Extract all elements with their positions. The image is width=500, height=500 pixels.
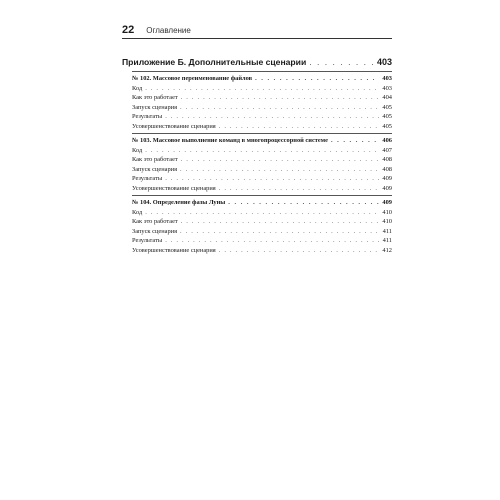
toc-subentry — [122, 227, 392, 237]
subentry-page: 403 — [382, 84, 392, 92]
subentry-title: Усовершенствование сценария — [132, 184, 216, 192]
page-header — [122, 24, 392, 38]
chapter-page: 409 — [382, 199, 392, 206]
toc-chapter-entry — [122, 197, 392, 208]
dot-leader — [180, 227, 380, 237]
toc-subentry — [122, 103, 392, 113]
dot-leader — [181, 217, 380, 227]
dot-leader — [228, 198, 379, 208]
toc-subentry — [122, 112, 392, 122]
subentry-page: 412 — [382, 246, 392, 254]
subentry-title: Код — [132, 208, 143, 216]
toc-subentry — [122, 208, 392, 218]
subentry-page: 405 — [382, 122, 392, 130]
toc-appendix-entry — [122, 56, 392, 68]
dot-leader — [180, 165, 379, 175]
chapter-title: № 102. Массовое переименование файлов — [132, 75, 253, 82]
dot-leader — [219, 184, 380, 194]
subentry-page: 411 — [382, 237, 392, 244]
subentry-title: Результаты — [132, 237, 163, 244]
subentry-title: Как это работает — [132, 156, 178, 163]
section-rule — [132, 195, 392, 196]
toc-chapter-entry — [122, 135, 392, 146]
subentry-page: 404 — [382, 94, 392, 101]
running-title: Оглавление — [146, 26, 191, 35]
dot-leader — [309, 56, 374, 68]
subentry-title: Усовершенствование сценария — [132, 246, 216, 254]
dot-leader — [331, 136, 379, 146]
dot-leader — [255, 74, 379, 84]
chapter-page: 406 — [382, 137, 392, 144]
dot-leader — [181, 93, 380, 103]
toc-chapter-entry — [122, 73, 392, 84]
subentry-page: 409 — [382, 184, 392, 192]
dot-leader — [165, 112, 379, 122]
toc-subentry — [122, 236, 392, 246]
chapter-title: № 103. Массовое выполнение команд в многопроцессорной системе — [132, 137, 328, 144]
section-rule — [132, 133, 392, 134]
toc-subentry — [122, 174, 392, 184]
toc-subentry — [122, 217, 392, 227]
table-of-contents — [122, 56, 392, 255]
dot-leader — [165, 174, 379, 184]
dot-leader — [145, 84, 379, 94]
subentry-title: Как это работает — [132, 94, 178, 101]
dot-leader — [219, 246, 380, 256]
subentry-page: 408 — [382, 156, 392, 163]
subentry-page: 407 — [382, 146, 392, 154]
subentry-page: 405 — [382, 113, 392, 120]
appendix-page: 403 — [376, 57, 392, 67]
toc-subentry — [122, 246, 392, 256]
dot-leader — [145, 208, 379, 218]
subentry-page: 405 — [382, 103, 392, 111]
subentry-title: Результаты — [132, 175, 163, 182]
dot-leader — [180, 103, 379, 113]
toc-chapter-group — [122, 71, 392, 131]
page-number: 22 — [122, 24, 135, 36]
toc-subentry — [122, 93, 392, 103]
chapter-title: № 104. Определение фазы Луны — [132, 199, 226, 206]
subentry-page: 410 — [382, 218, 392, 225]
subentry-title: Код — [132, 146, 143, 154]
toc-subentry — [122, 122, 392, 132]
subentry-page: 411 — [382, 227, 392, 235]
chapter-page: 403 — [382, 75, 392, 82]
toc-subentry — [122, 155, 392, 165]
header-rule — [122, 38, 392, 39]
dot-leader — [181, 155, 380, 165]
subentry-title: Запуск сценария — [132, 103, 178, 111]
toc-subentry — [122, 146, 392, 156]
subentry-page: 410 — [382, 208, 392, 216]
dot-leader — [165, 236, 379, 246]
toc-chapter-group — [122, 195, 392, 255]
section-rule — [132, 71, 392, 72]
toc-subentry — [122, 165, 392, 175]
appendix-title: Приложение Б. Дополнительные сценарии — [122, 57, 307, 67]
toc-subentry — [122, 184, 392, 194]
dot-leader — [145, 146, 379, 156]
dot-leader — [219, 122, 380, 132]
subentry-title: Код — [132, 84, 143, 92]
toc-chapter-group — [122, 133, 392, 193]
subentry-title: Запуск сценария — [132, 165, 178, 173]
subentry-page: 409 — [382, 175, 392, 182]
subentry-title: Запуск сценария — [132, 227, 178, 235]
subentry-title: Результаты — [132, 113, 163, 120]
subentry-page: 408 — [382, 165, 392, 173]
toc-subentry — [122, 84, 392, 94]
subentry-title: Усовершенствование сценария — [132, 122, 216, 130]
subentry-title: Как это работает — [132, 218, 178, 225]
